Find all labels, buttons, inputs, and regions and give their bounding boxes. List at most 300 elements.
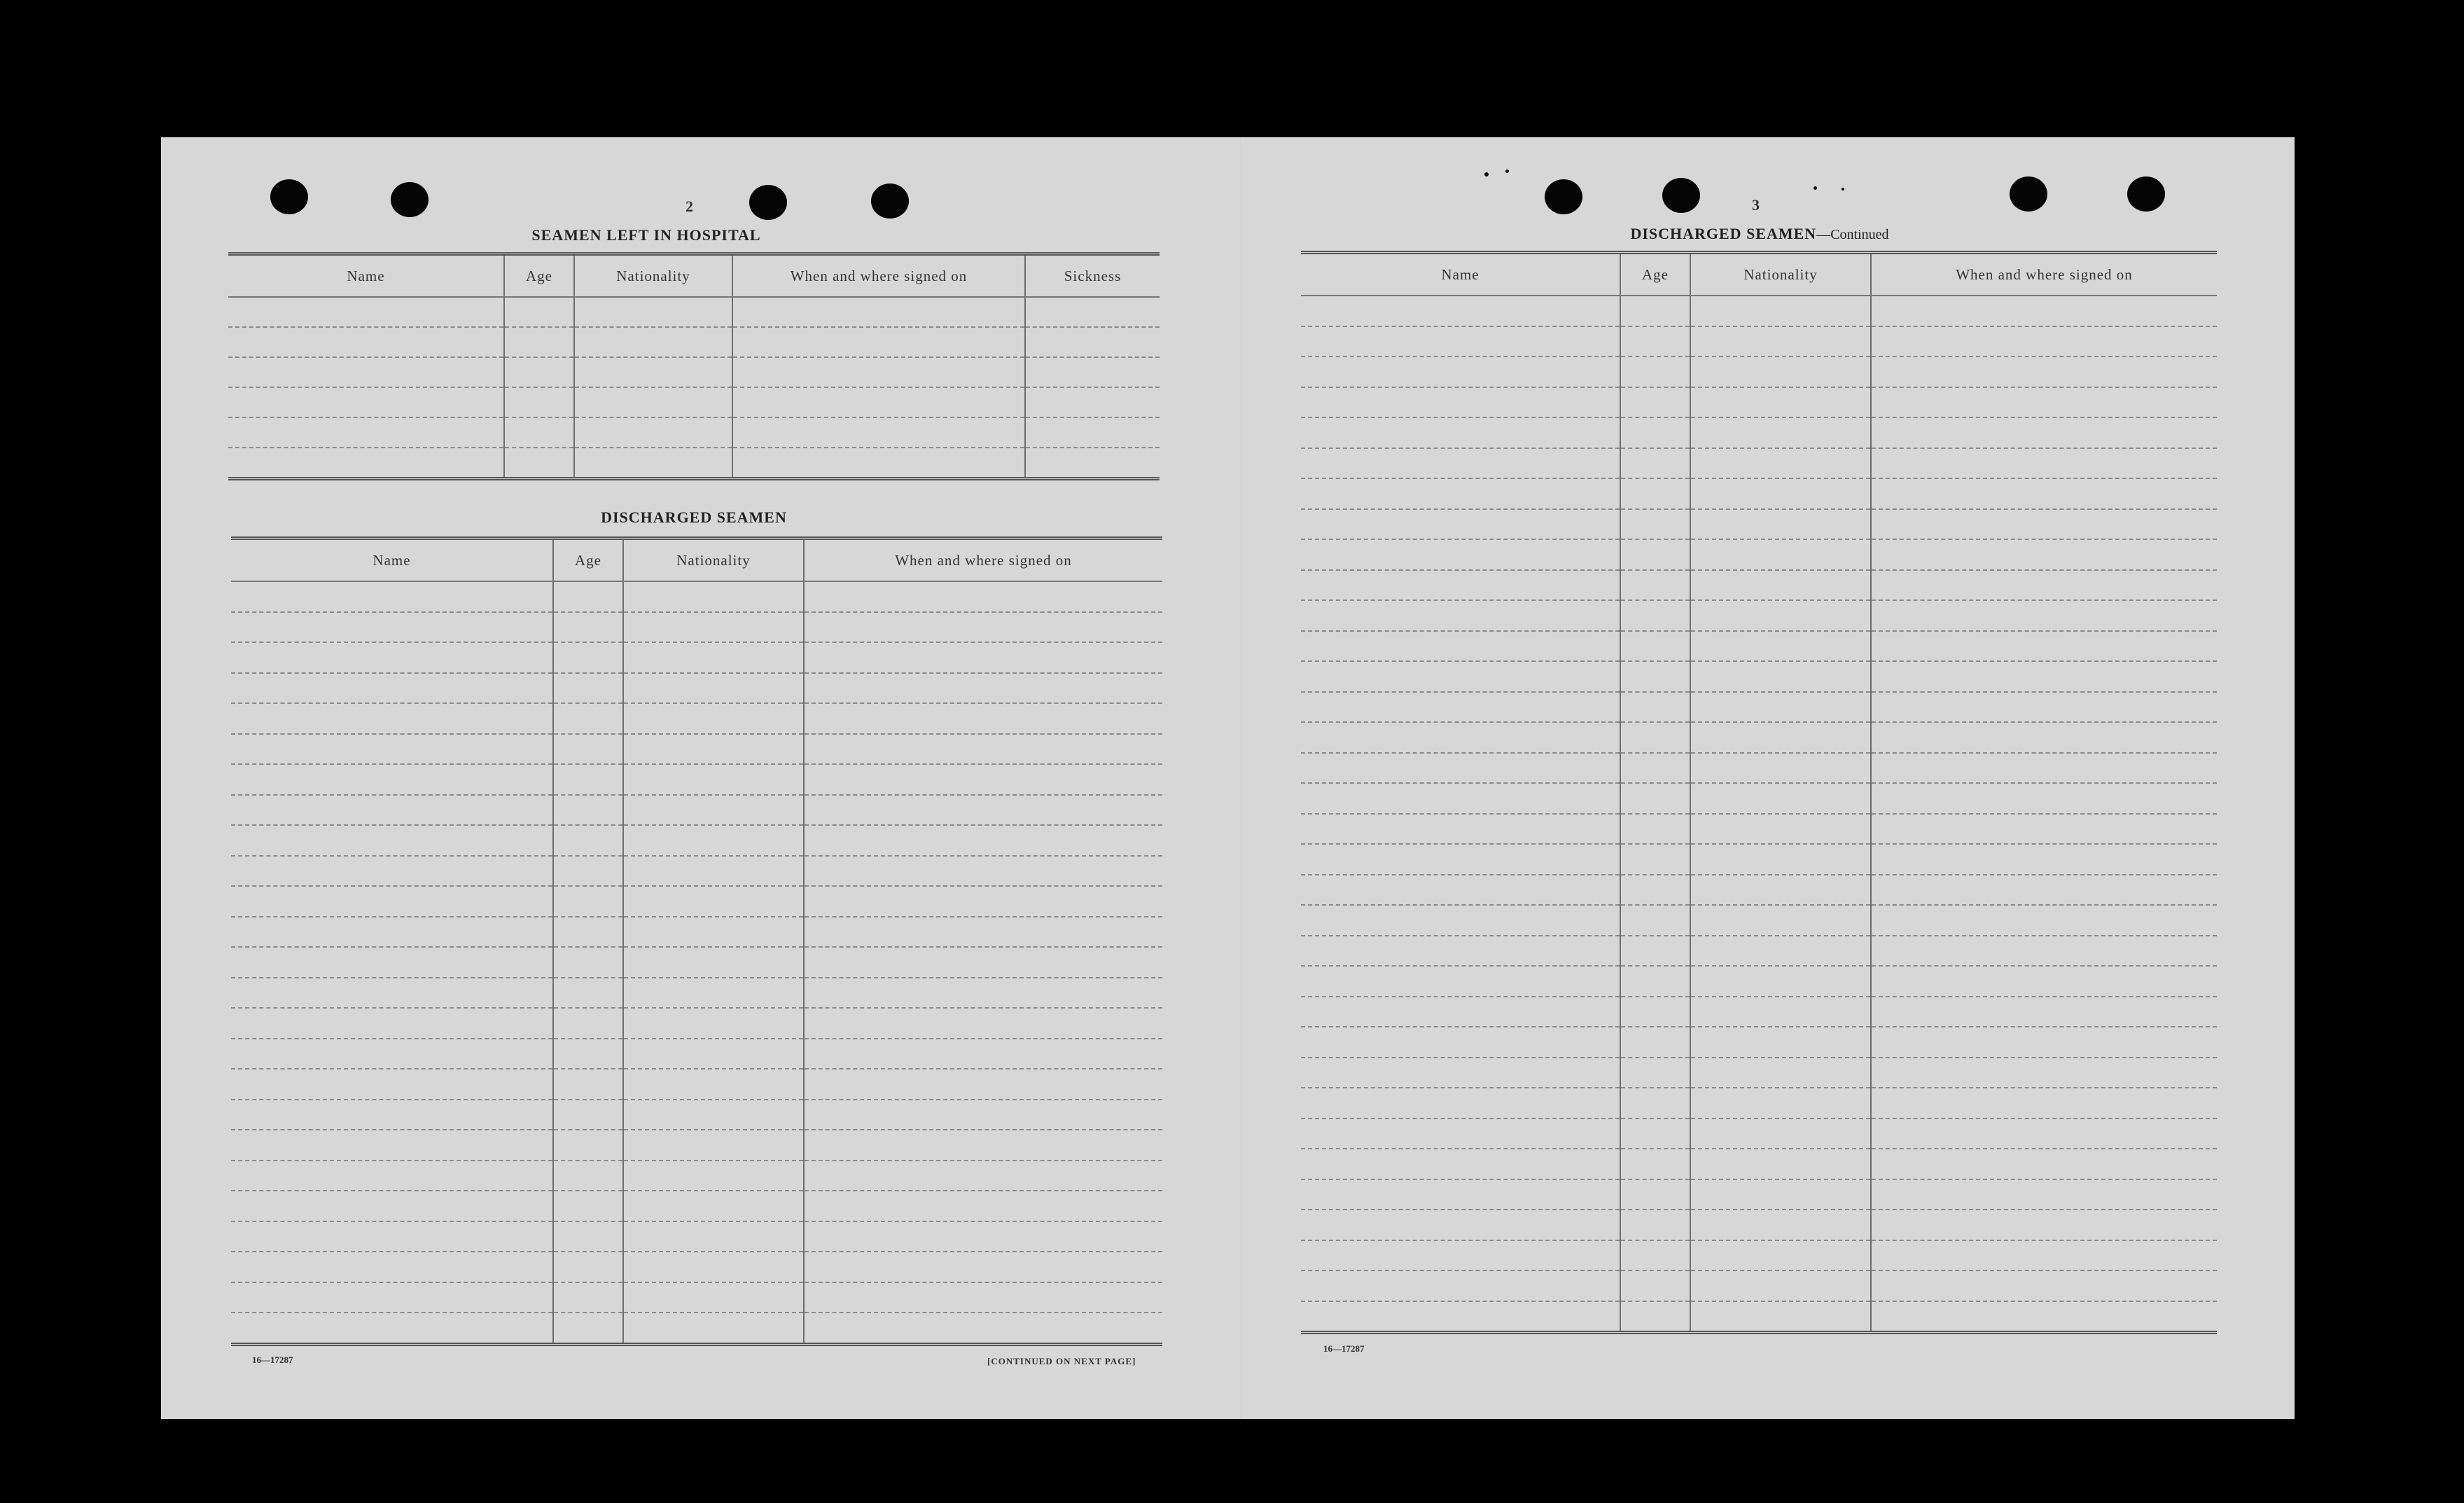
hospital-section-title: SEAMEN LEFT IN HOSPITAL xyxy=(531,226,761,244)
blank-cell xyxy=(504,417,574,448)
blank-cell xyxy=(1871,661,2217,692)
blank-cell xyxy=(553,1008,623,1039)
form-number-right: 16—17287 xyxy=(1323,1343,1365,1354)
blank-cell xyxy=(1620,1210,1690,1240)
discharged-continued-title-main: DISCHARGED SEAMEN xyxy=(1630,225,1817,242)
blank-cell xyxy=(732,357,1025,387)
blank-cell xyxy=(1871,905,2217,936)
blank-cell xyxy=(1690,1149,1871,1179)
blank-form-row xyxy=(228,327,1160,357)
blank-cell xyxy=(1620,692,1690,723)
punch-hole xyxy=(270,179,308,214)
blank-cell xyxy=(231,1161,553,1191)
blank-cell xyxy=(1690,814,1871,845)
blank-cell xyxy=(231,581,553,612)
blank-cell xyxy=(1301,966,1620,997)
blank-cell xyxy=(623,703,804,734)
blank-cell xyxy=(804,673,1162,704)
blank-cell xyxy=(1620,844,1690,875)
blank-form-row xyxy=(1301,692,2217,723)
blank-cell xyxy=(231,1039,553,1069)
blank-form-row xyxy=(1301,1088,2217,1118)
blank-cell xyxy=(732,297,1025,327)
blank-cell xyxy=(1690,1027,1871,1058)
blank-cell xyxy=(1871,722,2217,753)
blank-cell xyxy=(623,886,804,917)
blank-cell xyxy=(553,917,623,948)
blank-cell xyxy=(1620,1118,1690,1149)
blank-form-row xyxy=(228,297,1160,327)
blank-cell xyxy=(1871,997,2217,1027)
blank-form-row xyxy=(1301,356,2217,387)
blank-cell xyxy=(1301,570,1620,601)
blank-cell xyxy=(1871,539,2217,570)
blank-cell xyxy=(1871,356,2217,387)
blank-cell xyxy=(732,448,1025,479)
blank-cell xyxy=(1871,966,2217,997)
blank-cell xyxy=(228,448,504,479)
blank-cell xyxy=(231,917,553,948)
blank-form-row xyxy=(231,703,1162,734)
blank-cell xyxy=(623,1069,804,1100)
continued-note: [CONTINUED ON NEXT PAGE] xyxy=(987,1356,1136,1366)
blank-cell xyxy=(1690,875,1871,906)
blank-form-row xyxy=(1301,1058,2217,1088)
column-header: When and where signed on xyxy=(732,254,1025,298)
blank-cell xyxy=(231,1130,553,1161)
blank-cell xyxy=(1620,356,1690,387)
blank-cell xyxy=(623,1161,804,1191)
blank-form-row xyxy=(1301,1118,2217,1149)
blank-cell xyxy=(553,1252,623,1282)
blank-cell xyxy=(231,1069,553,1100)
blank-cell xyxy=(553,1221,623,1252)
blank-cell xyxy=(1690,905,1871,936)
blank-cell xyxy=(1690,783,1871,814)
punch-hole xyxy=(391,182,429,217)
blank-cell xyxy=(1025,387,1160,417)
blank-cell xyxy=(623,764,804,795)
blank-cell xyxy=(1690,997,1871,1027)
blank-cell xyxy=(1871,692,2217,723)
blank-form-row xyxy=(231,581,1162,612)
ink-speck xyxy=(1505,169,1509,173)
blank-form-row xyxy=(1301,570,2217,601)
blank-cell xyxy=(1871,1027,2217,1058)
blank-cell xyxy=(1690,417,1871,448)
blank-cell xyxy=(1871,1149,2217,1179)
blank-cell xyxy=(574,327,732,357)
blank-cell xyxy=(553,978,623,1009)
blank-cell xyxy=(1301,1027,1620,1058)
blank-cell xyxy=(231,703,553,734)
blank-cell xyxy=(804,642,1162,673)
blank-form-row xyxy=(1301,783,2217,814)
blank-cell xyxy=(1301,722,1620,753)
blank-cell xyxy=(804,1039,1162,1069)
blank-form-row xyxy=(1301,387,2217,418)
blank-cell xyxy=(623,1312,804,1344)
blank-cell xyxy=(1871,326,2217,357)
blank-cell xyxy=(228,357,504,387)
table-header-row xyxy=(228,254,1160,298)
blank-form-row xyxy=(231,1252,1162,1282)
blank-cell xyxy=(1620,814,1690,845)
blank-cell xyxy=(1620,631,1690,662)
blank-cell xyxy=(1690,478,1871,509)
blank-cell xyxy=(1690,966,1871,997)
blank-cell xyxy=(804,581,1162,612)
blank-cell xyxy=(1301,600,1620,631)
blank-cell xyxy=(553,886,623,917)
hospital-table xyxy=(228,252,1160,480)
blank-form-row xyxy=(231,673,1162,704)
blank-cell xyxy=(1871,509,2217,540)
blank-cell xyxy=(553,1130,623,1161)
blank-cell xyxy=(1025,297,1160,327)
column-header: Sickness xyxy=(1025,254,1160,298)
blank-form-row xyxy=(1301,814,2217,845)
blank-form-row xyxy=(1301,631,2217,662)
blank-cell xyxy=(1301,417,1620,448)
blank-cell xyxy=(804,612,1162,643)
blank-cell xyxy=(1301,1149,1620,1179)
blank-cell xyxy=(1620,1149,1690,1179)
blank-form-row xyxy=(1301,1210,2217,1240)
blank-cell xyxy=(553,612,623,643)
blank-cell xyxy=(623,1252,804,1282)
blank-cell xyxy=(1871,1088,2217,1118)
blank-cell xyxy=(804,1191,1162,1221)
blank-cell xyxy=(574,387,732,417)
blank-cell xyxy=(732,417,1025,448)
blank-cell xyxy=(1871,936,2217,967)
column-header: Name xyxy=(1301,253,1620,296)
blank-form-row xyxy=(231,1191,1162,1221)
blank-form-row xyxy=(231,795,1162,826)
blank-cell xyxy=(1301,661,1620,692)
blank-form-row xyxy=(1301,600,2217,631)
blank-cell xyxy=(228,417,504,448)
blank-cell xyxy=(1871,753,2217,784)
blank-form-row xyxy=(1301,326,2217,357)
blank-cell xyxy=(231,795,553,826)
blank-cell xyxy=(1301,1088,1620,1118)
blank-cell xyxy=(1301,539,1620,570)
blank-form-row xyxy=(1301,753,2217,784)
blank-cell xyxy=(732,327,1025,357)
punch-hole xyxy=(749,185,787,220)
blank-form-row xyxy=(1301,844,2217,875)
punch-hole xyxy=(1662,178,1700,213)
blank-cell xyxy=(231,1312,553,1344)
blank-cell xyxy=(804,825,1162,856)
blank-cell xyxy=(231,1282,553,1313)
blank-cell xyxy=(1025,357,1160,387)
blank-cell xyxy=(1690,570,1871,601)
page-fold xyxy=(1240,137,1242,1419)
blank-cell xyxy=(804,1100,1162,1130)
blank-cell xyxy=(1690,1270,1871,1301)
ink-speck xyxy=(1484,172,1489,176)
blank-cell xyxy=(1301,1270,1620,1301)
blank-form-row xyxy=(1301,997,2217,1027)
blank-cell xyxy=(553,856,623,887)
blank-cell xyxy=(1620,387,1690,418)
punch-hole xyxy=(1545,179,1582,214)
blank-form-row xyxy=(231,1039,1162,1069)
blank-cell xyxy=(504,387,574,417)
blank-cell xyxy=(553,1161,623,1191)
punch-hole xyxy=(2010,176,2047,212)
blank-cell xyxy=(1690,1088,1871,1118)
blank-cell xyxy=(1620,722,1690,753)
blank-form-row xyxy=(231,1221,1162,1252)
blank-cell xyxy=(623,795,804,826)
blank-cell xyxy=(553,1282,623,1313)
blank-form-row xyxy=(231,764,1162,795)
blank-cell xyxy=(231,764,553,795)
blank-cell xyxy=(1690,1179,1871,1210)
blank-cell xyxy=(1301,753,1620,784)
form-number-left: 16—17287 xyxy=(252,1355,293,1365)
blank-cell xyxy=(553,825,623,856)
blank-form-row xyxy=(1301,296,2217,326)
blank-cell xyxy=(1871,1118,2217,1149)
blank-cell xyxy=(804,886,1162,917)
blank-cell xyxy=(553,947,623,978)
blank-cell xyxy=(1301,936,1620,967)
blank-cell xyxy=(1690,661,1871,692)
blank-cell xyxy=(553,734,623,765)
blank-cell xyxy=(623,673,804,704)
discharged-section-title: DISCHARGED SEAMEN xyxy=(601,508,787,526)
blank-cell xyxy=(1690,1301,1871,1333)
blank-cell xyxy=(1690,1118,1871,1149)
blank-cell xyxy=(804,734,1162,765)
blank-cell xyxy=(1690,844,1871,875)
blank-cell xyxy=(804,1161,1162,1191)
blank-form-row xyxy=(1301,1301,2217,1333)
blank-cell xyxy=(553,795,623,826)
blank-cell xyxy=(1871,448,2217,479)
blank-cell xyxy=(1620,509,1690,540)
blank-cell xyxy=(1871,600,2217,631)
blank-cell xyxy=(1301,478,1620,509)
blank-cell xyxy=(1690,936,1871,967)
blank-cell xyxy=(1025,327,1160,357)
page-number-left: 2 xyxy=(685,198,693,215)
ink-speck xyxy=(1842,188,1844,191)
blank-cell xyxy=(804,1252,1162,1282)
blank-cell xyxy=(1871,1179,2217,1210)
blank-cell xyxy=(228,387,504,417)
blank-cell xyxy=(804,703,1162,734)
blank-cell xyxy=(1871,296,2217,326)
blank-cell xyxy=(1301,814,1620,845)
blank-cell xyxy=(231,1008,553,1039)
blank-cell xyxy=(231,947,553,978)
blank-cell xyxy=(804,947,1162,978)
blank-cell xyxy=(1301,1301,1620,1333)
blank-cell xyxy=(1301,448,1620,479)
blank-cell xyxy=(1620,326,1690,357)
blank-form-row xyxy=(231,642,1162,673)
blank-cell xyxy=(228,327,504,357)
blank-cell xyxy=(1871,844,2217,875)
blank-cell xyxy=(804,795,1162,826)
blank-cell xyxy=(1620,1240,1690,1271)
blank-cell xyxy=(1871,1240,2217,1271)
blank-form-row xyxy=(231,856,1162,887)
blank-cell xyxy=(1690,692,1871,723)
blank-form-row xyxy=(231,612,1162,643)
blank-cell xyxy=(1301,1240,1620,1271)
blank-cell xyxy=(1871,570,2217,601)
blank-cell xyxy=(804,856,1162,887)
blank-cell xyxy=(804,1008,1162,1039)
blank-form-row xyxy=(231,886,1162,917)
blank-cell xyxy=(231,1221,553,1252)
blank-cell xyxy=(1301,1179,1620,1210)
blank-cell xyxy=(623,1282,804,1313)
blank-cell xyxy=(1301,1058,1620,1088)
blank-cell xyxy=(574,448,732,479)
blank-cell xyxy=(1690,1240,1871,1271)
blank-cell xyxy=(553,1191,623,1221)
column-header: Nationality xyxy=(574,254,732,298)
blank-cell xyxy=(231,612,553,643)
blank-form-row xyxy=(1301,1240,2217,1271)
blank-form-row xyxy=(228,417,1160,448)
blank-cell xyxy=(231,642,553,673)
blank-cell xyxy=(1871,387,2217,418)
punch-hole xyxy=(871,183,909,219)
blank-cell xyxy=(553,1039,623,1069)
discharged-continued-suffix: —Continued xyxy=(1816,227,1889,242)
blank-cell xyxy=(1871,417,2217,448)
blank-form-row xyxy=(1301,936,2217,967)
blank-cell xyxy=(1690,448,1871,479)
blank-cell xyxy=(1301,875,1620,906)
blank-cell xyxy=(1301,296,1620,326)
blank-cell xyxy=(504,357,574,387)
blank-cell xyxy=(1690,1058,1871,1088)
blank-cell xyxy=(623,1008,804,1039)
blank-form-row xyxy=(231,1008,1162,1039)
page-number-right: 3 xyxy=(1752,196,1760,214)
blank-cell xyxy=(1871,1058,2217,1088)
blank-cell xyxy=(1620,1179,1690,1210)
blank-cell xyxy=(1871,478,2217,509)
blank-cell xyxy=(1301,326,1620,357)
blank-cell xyxy=(231,734,553,765)
blank-form-row xyxy=(1301,661,2217,692)
discharged-table xyxy=(231,536,1162,1346)
blank-cell xyxy=(1301,844,1620,875)
blank-cell xyxy=(553,581,623,612)
blank-form-row xyxy=(231,978,1162,1009)
blank-cell xyxy=(1620,448,1690,479)
blank-form-row xyxy=(231,1069,1162,1100)
blank-cell xyxy=(1620,905,1690,936)
column-header: Nationality xyxy=(623,539,804,582)
blank-cell xyxy=(231,886,553,917)
blank-cell xyxy=(623,947,804,978)
ink-speck xyxy=(1814,186,1817,190)
blank-cell xyxy=(231,1252,553,1282)
blank-cell xyxy=(231,1100,553,1130)
blank-cell xyxy=(1620,1027,1690,1058)
blank-cell xyxy=(1690,539,1871,570)
document-sheet xyxy=(161,137,2295,1419)
blank-cell xyxy=(804,1221,1162,1252)
blank-form-row xyxy=(1301,1027,2217,1058)
punch-hole xyxy=(2127,176,2165,212)
blank-cell xyxy=(804,764,1162,795)
blank-cell xyxy=(1620,753,1690,784)
table-header-row xyxy=(1301,253,2217,296)
blank-cell xyxy=(1871,1301,2217,1333)
blank-cell xyxy=(1690,722,1871,753)
blank-cell xyxy=(1301,783,1620,814)
blank-form-row xyxy=(231,825,1162,856)
blank-form-row xyxy=(228,387,1160,417)
blank-cell xyxy=(804,917,1162,948)
blank-cell xyxy=(623,978,804,1009)
blank-cell xyxy=(1690,600,1871,631)
blank-cell xyxy=(1620,570,1690,601)
blank-cell xyxy=(231,1191,553,1221)
blank-cell xyxy=(804,1312,1162,1344)
blank-cell xyxy=(231,978,553,1009)
blank-cell xyxy=(574,297,732,327)
blank-cell xyxy=(623,825,804,856)
blank-cell xyxy=(1871,814,2217,845)
blank-cell xyxy=(1301,356,1620,387)
blank-cell xyxy=(1620,1270,1690,1301)
blank-cell xyxy=(1620,1301,1690,1333)
blank-cell xyxy=(231,856,553,887)
blank-cell xyxy=(228,297,504,327)
blank-cell xyxy=(1620,997,1690,1027)
column-header: Age xyxy=(504,254,574,298)
blank-cell xyxy=(1871,783,2217,814)
blank-cell xyxy=(1620,417,1690,448)
blank-cell xyxy=(623,1100,804,1130)
discharged-continued-title xyxy=(1301,225,2218,243)
blank-cell xyxy=(1620,600,1690,631)
blank-cell xyxy=(1690,356,1871,387)
column-header: Age xyxy=(553,539,623,582)
column-header: When and where signed on xyxy=(804,539,1162,582)
blank-cell xyxy=(1871,631,2217,662)
blank-cell xyxy=(623,1221,804,1252)
blank-form-row xyxy=(1301,966,2217,997)
column-header: Nationality xyxy=(1690,253,1871,296)
blank-cell xyxy=(1690,326,1871,357)
blank-form-row xyxy=(1301,478,2217,509)
blank-cell xyxy=(1620,661,1690,692)
blank-form-row xyxy=(231,1312,1162,1344)
blank-cell xyxy=(553,1312,623,1344)
blank-cell xyxy=(504,327,574,357)
discharged-continued-table xyxy=(1301,251,2217,1334)
blank-cell xyxy=(553,1100,623,1130)
blank-cell xyxy=(504,448,574,479)
blank-cell xyxy=(1025,448,1160,479)
blank-cell xyxy=(1690,1210,1871,1240)
